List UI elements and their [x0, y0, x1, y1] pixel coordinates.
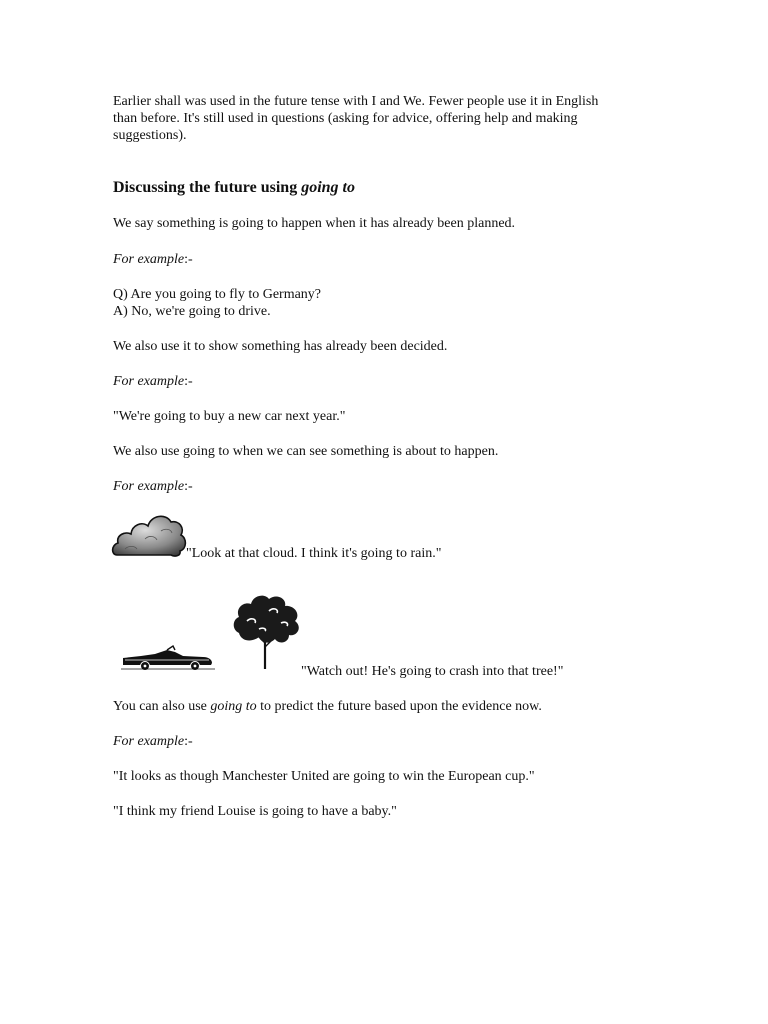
- paragraph-planned: We say something is going to happen when it has already been planned.: [113, 216, 516, 231]
- cloud-icon: [111, 509, 187, 559]
- intro-line-2: than before. It's still used in questions (asking for advice, offering help and making: [113, 111, 578, 126]
- heading-emphasis: going to: [301, 179, 355, 196]
- example-label-text: For example: [113, 252, 185, 267]
- example-label-suffix: :-: [184, 479, 193, 494]
- example-label-text: For example: [113, 374, 185, 389]
- example-label-4: [113, 733, 193, 750]
- predict-emphasis: going to: [210, 699, 257, 714]
- example-label-2: [113, 373, 193, 390]
- paragraph-predict: [113, 698, 542, 715]
- predict-text-before: You can also use: [113, 699, 211, 714]
- answer-line: A) No, we're going to drive.: [113, 304, 271, 319]
- car-icon: [121, 644, 215, 672]
- example-label-suffix: :-: [184, 734, 193, 749]
- paragraph-decided: We also use it to show something has already been decided.: [113, 339, 448, 354]
- quote-cloud: "Look at that cloud. I think it's going to rain.": [186, 546, 442, 561]
- example-label-text: For example: [113, 479, 185, 494]
- example-label-suffix: :-: [184, 252, 193, 267]
- quote-crash: "Watch out! He's going to crash into that tree!": [301, 664, 564, 679]
- example-label-3: [113, 478, 193, 495]
- heading-text: Discussing the future using: [113, 179, 302, 196]
- example-label-1: [113, 251, 193, 268]
- question-line: Q) Are you going to fly to Germany?: [113, 287, 322, 302]
- paragraph-about-to-happen: We also use going to when we can see something is about to happen.: [113, 444, 499, 459]
- section-heading: [113, 178, 355, 198]
- example-label-suffix: :-: [184, 374, 193, 389]
- predict-text-after: to predict the future based upon the evidence now.: [256, 699, 542, 714]
- intro-line-3: suggestions).: [113, 128, 187, 143]
- tree-icon: [229, 591, 303, 671]
- intro-line-1: Earlier shall was used in the future tense with I and We. Fewer people use it in English: [113, 94, 599, 109]
- quote-manchester-united: "It looks as though Manchester United are going to win the European cup.": [113, 769, 535, 784]
- quote-new-car: "We're going to buy a new car next year.": [113, 409, 346, 424]
- example-label-text: For example: [113, 734, 185, 749]
- quote-baby: "I think my friend Louise is going to have a baby.": [113, 804, 397, 819]
